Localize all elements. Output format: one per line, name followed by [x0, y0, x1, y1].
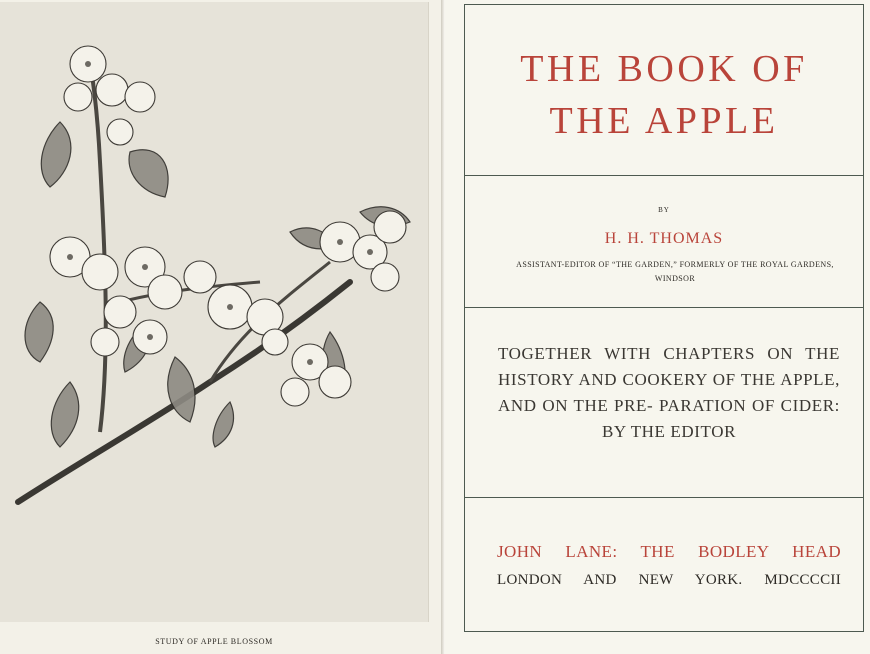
book-title: [465, 43, 863, 147]
imprint-line: LONDON AND NEW YORK. MDCCCCII: [497, 572, 841, 588]
apple-blossom-illustration: [0, 2, 428, 622]
illustration-plate: [0, 2, 429, 622]
contents-note: TOGETHER WITH CHAPTERS ON THE HISTORY AND COOKERY OF THE APPLE, AND ON THE PRE- PARATION OF CIDER: BY THE EDITOR: [498, 344, 840, 441]
divider-rule-1: [465, 175, 863, 176]
title-line-1: THE BOOK OF: [520, 48, 808, 90]
divider-rule-3: [465, 497, 863, 498]
title-frame: [464, 4, 864, 632]
by-label: BY: [658, 206, 670, 214]
plate-caption: STUDY OF APPLE BLOSSOM: [155, 637, 273, 646]
publisher-name: JOHN LANE: THE BODLEY HEAD: [497, 542, 841, 561]
title-page: [445, 0, 870, 654]
author-credit: ASSISTANT-EDITOR OF “THE GARDEN,” FORMERLY OF THE ROYAL GARDENS, WINDSOR: [516, 260, 834, 283]
author-name: H. H. THOMAS: [604, 230, 724, 247]
title-line-2: THE APPLE: [549, 100, 779, 142]
divider-rule-2: [465, 307, 863, 308]
